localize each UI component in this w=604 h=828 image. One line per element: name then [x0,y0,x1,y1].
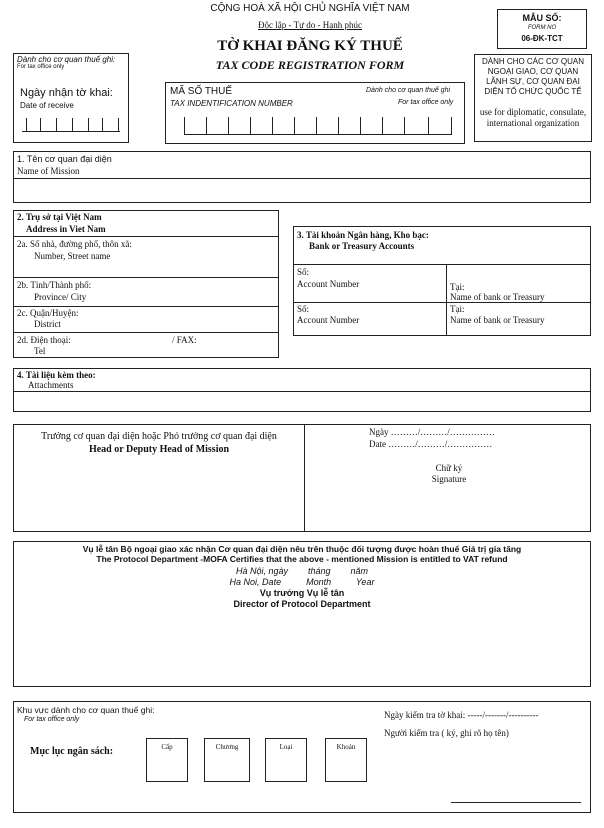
section-2-label-vi: 2. Trụ sở tại Việt Nam [17,212,102,222]
address-street-label: 2a. Số nhà, đường phố, thôn xã: [17,239,132,249]
checker-signature-line[interactable] [451,802,581,803]
address-district-label-en: District [34,319,61,329]
receive-date-label-en: Date of receive [20,101,74,110]
account-2-so: Số: [297,304,310,314]
signature-section [13,424,591,532]
receive-date-label: Ngày nhận tờ khai: [20,87,113,99]
address-province-field[interactable] [14,306,278,307]
section-3-label-en: Bank or Treasury Accounts [309,241,415,251]
address-province-label-en: Province/ City [34,292,87,302]
applicability-en: use for diplomatic, consulate, international organization [479,107,587,128]
address-province-label: 2b. Tỉnh/Thành phố: [17,280,92,290]
account-1-so: Số: [297,267,310,277]
tax-id-box [165,82,465,144]
signature-label-vi: Chữ ký [435,463,463,473]
head-of-mission-en: Head or Deputy Head of Mission [88,444,230,455]
section-3-bank-accounts [293,226,591,336]
footer-tax-office-area [13,701,591,813]
phone-label-en: Tel [34,346,46,356]
form-title-vi: TỜ KHAI ĐĂNG KÝ THUẾ [217,38,403,54]
account-1-bank-label: Name of bank or Treasury [450,292,545,302]
address-district-label: 2c. Quận/Huyện: [17,308,79,318]
section-1-input-line[interactable] [14,178,590,179]
tax-id-office-vi: Dành cho cơ quan thuế ghi [366,87,451,94]
protocol-director-en: Director of Protocol Department [233,599,371,609]
sign-date-vi[interactable]: Ngày ………/………/…………… [369,427,495,437]
address-district-field[interactable] [14,332,278,333]
account-1-tai: Tại: [450,282,465,292]
tax-office-receive-box [13,53,129,143]
budget-loai-label: Loại [279,743,293,751]
section-4-attachments [13,368,591,412]
head-of-mission-vi: Trưởng cơ quan đại diện hoặc Phó trưởng cơ quan đại diện [41,431,277,442]
budget-khoan-label: Khoản [336,743,356,751]
section-1-mission-name [13,151,591,203]
signature-label-en: Signature [431,474,467,484]
section-4-label-en: Attachments [28,380,74,390]
account-2-tai: Tại: [450,304,465,314]
phone-label: 2d. Điện thoại: [17,335,71,345]
tax-id-label-en: TAX INDENTIFICATION NUMBER [170,99,293,108]
account-1-number-label: Account Number [297,279,360,289]
sign-date-en[interactable]: Date ………/………/…………… [369,439,493,449]
form-number-box [497,9,587,49]
section-4-input-line[interactable] [14,391,590,392]
account-2-bank-label: Name of bank or Treasury [450,315,545,325]
protocol-date-vi: Hà Nội, ngày tháng năm [235,566,369,576]
section-2-label-en: Address in Viet Nam [26,224,106,234]
budget-cap-label: Cấp [161,743,173,751]
account-2-number-label: Account Number [297,315,360,325]
applicability-vi: DÀNH CHO CÁC CƠ QUAN NGOẠI GIAO, CƠ QUAN LÃNH SỰ, CƠ QUAN ĐẠI DIỆN TỔ CHỨC QUỐC TẾ [482,57,584,96]
checker-label: Người kiểm tra ( ký, ghi rõ họ tên) [384,728,509,738]
section-4-label-vi: 4. Tài liệu kèm theo: [17,370,96,380]
footer-area-label-en: For tax office only [24,716,80,723]
budget-khoan-cell[interactable] [325,738,367,782]
tax-id-digit-cells[interactable] [184,117,454,135]
protocol-date-en: Ha Noi, Date Month Year [229,577,375,587]
form-number: 06-ĐK-TCT [521,34,563,43]
protocol-director-vi: Vụ trưởng Vụ lễ tân [259,588,345,598]
budget-index-label: Mục lục ngân sách: [30,746,114,757]
check-date-label[interactable]: Ngày kiểm tra tờ khai: -----/-------/---------- [384,710,539,720]
budget-chuong-label: Chương [215,743,239,751]
account-1-field[interactable] [294,302,590,303]
budget-loai-cell[interactable] [265,738,307,782]
country-name: CỘNG HOÀ XÃ HỘI CHỦ NGHĨA VIỆT NAM [210,3,410,14]
budget-chuong-cell[interactable] [204,738,250,782]
applicability-box [474,54,592,142]
protocol-statement-vi: Vụ lễ tân Bộ ngoại giao xác nhận Cơ quan đại diện nêu trên thuộc đối tượng được hoàn thuế Giá trị gia tăng [82,544,522,554]
tax-office-label-en: For tax office only [17,64,65,70]
form-title-en: TAX CODE REGISTRATION FORM [215,58,405,72]
tax-id-office-en: For tax office only [398,99,454,106]
section-2-address [13,210,279,358]
form-number-label-en: FORM NO [527,25,557,31]
budget-cap-cell[interactable] [146,738,188,782]
section-1-label-en: Name of Mission [17,166,80,176]
section-1-label-vi: 1. Tên cơ quan đại diện [17,154,112,164]
protocol-statement-en: The Protocol Department -MOFA Certifies that the above - mentioned Mission is entitled to VAT refund [96,554,508,564]
address-street-label-en: Number, Street name [34,251,111,261]
protocol-certification [13,541,591,687]
footer-area-label-vi: Khu vực dành cho cơ quan thuế ghi: [17,705,155,715]
section-3-label-vi: 3. Tài khoản Ngân hàng, Kho bạc: [297,230,429,240]
address-street-field[interactable] [14,277,278,278]
tax-office-label-vi: Dành cho cơ quan thuế ghi: [17,55,116,64]
form-number-label: MẪU SỐ: [522,13,562,23]
motto: Độc lập - Tự do - Hạnh phúc [258,20,362,30]
receive-date-field[interactable] [22,116,122,132]
tax-id-label: MÃ SỐ THUẾ [170,86,233,97]
fax-label: / FAX: [172,335,197,345]
